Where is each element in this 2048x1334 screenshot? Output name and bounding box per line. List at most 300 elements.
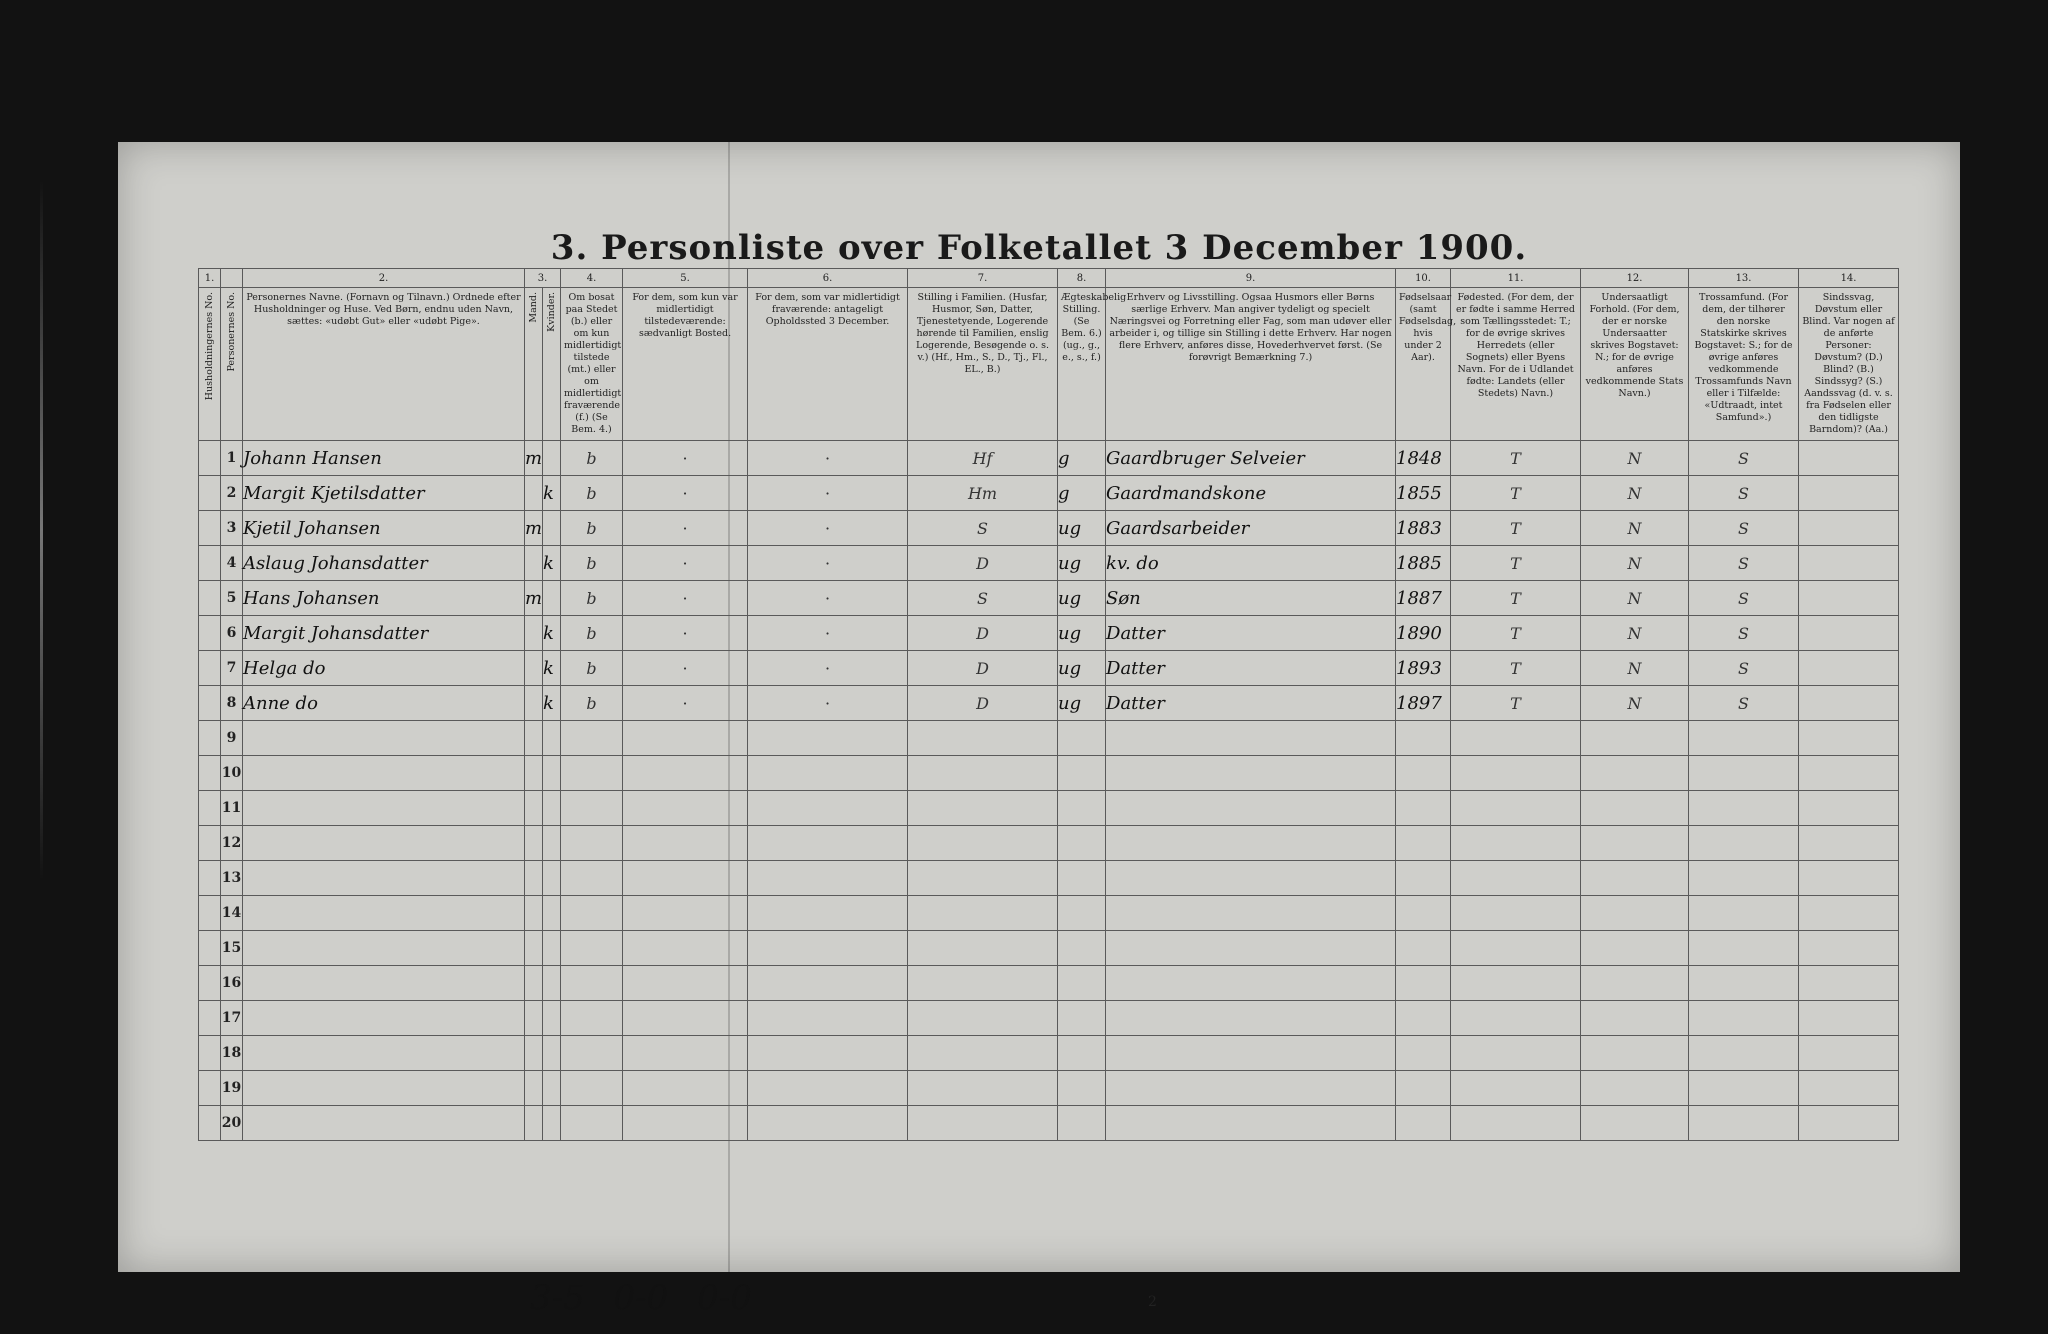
cell-aegteskab: ug xyxy=(1058,651,1106,686)
cell-tilstede: · xyxy=(623,476,748,511)
cell-aar: 1897 xyxy=(1396,686,1451,721)
cell-no: 14 xyxy=(221,896,243,931)
cell-tro: S xyxy=(1689,546,1799,581)
cell-stilling xyxy=(908,1106,1058,1141)
cell-tro xyxy=(1689,1036,1799,1071)
colnum: 8. xyxy=(1058,269,1106,288)
table-row xyxy=(199,686,1899,721)
cell-male xyxy=(525,826,543,861)
cell-tilstede xyxy=(623,1071,748,1106)
cell-fravaerende: · xyxy=(748,651,908,686)
header-stilling: Stilling i Familien. (Husfar, Husmor, Søn, Datter, Tjenestetyende, Logerende hørende til Familien, enslig Logerende, Besøgende o. s. v.) (Hf., Hm., S., D., Tj., Fl., EL., B.) xyxy=(908,288,1058,441)
cell-fravaerende xyxy=(748,931,908,966)
cell-bosat: b xyxy=(561,651,623,686)
cell-fodested xyxy=(1451,1071,1581,1106)
cell-tro: S xyxy=(1689,441,1799,476)
cell-aar xyxy=(1396,1036,1451,1071)
cell-stilling xyxy=(908,826,1058,861)
cell-aegteskab: ug xyxy=(1058,511,1106,546)
cell-fodested xyxy=(1451,791,1581,826)
cell-aar xyxy=(1396,721,1451,756)
cell-no: 15 xyxy=(221,931,243,966)
cell-name xyxy=(243,1036,525,1071)
cell-fodested xyxy=(1451,931,1581,966)
colnum: 4. xyxy=(561,269,623,288)
cell-hh xyxy=(199,861,221,896)
cell-aar xyxy=(1396,1071,1451,1106)
cell-bosat xyxy=(561,791,623,826)
cell-hh xyxy=(199,581,221,616)
cell-erhverv xyxy=(1106,791,1396,826)
cell-aegteskab xyxy=(1058,826,1106,861)
cell-fodested xyxy=(1451,1036,1581,1071)
cell-tilstede xyxy=(623,896,748,931)
cell-fravaerende xyxy=(748,826,908,861)
colnum xyxy=(221,269,243,288)
cell-female xyxy=(543,931,561,966)
cell-male xyxy=(525,651,543,686)
cell-stilling: Hf xyxy=(908,441,1058,476)
cell-fravaerende xyxy=(748,1106,908,1141)
cell-fodested: T xyxy=(1451,441,1581,476)
cell-name: Kjetil Johansen xyxy=(243,511,525,546)
cell-female xyxy=(543,1036,561,1071)
cell-no: 11 xyxy=(221,791,243,826)
cell-tro xyxy=(1689,1106,1799,1141)
cell-undersaat: N xyxy=(1581,546,1689,581)
header-fodested: Fødested. (For dem, der er fødte i samme Herred som Tællingsstedet: T.; for de øvrige skrives Herredets (eller Sognets) eller Byens Navn. For de i Udlandet fødte: Landets (eller Stedets) Navn.) xyxy=(1451,288,1581,441)
cell-bosat xyxy=(561,756,623,791)
header-fodselsaar: Fødselsaar (samt Fødselsdag, hvis under 2 Aar). xyxy=(1396,288,1451,441)
cell-erhverv xyxy=(1106,1106,1396,1141)
cell-fodested: T xyxy=(1451,686,1581,721)
table-row xyxy=(199,651,1899,686)
cell-erhverv: Datter xyxy=(1106,616,1396,651)
cell-bosat xyxy=(561,1036,623,1071)
cell-no: 8 xyxy=(221,686,243,721)
cell-tilstede: · xyxy=(623,581,748,616)
header-aegteskab: Ægteskabelig Stilling. (Se Bem. 6.) (ug., g., e., s., f.) xyxy=(1058,288,1106,441)
cell-fravaerende xyxy=(748,1001,908,1036)
cell-tilstede xyxy=(623,791,748,826)
cell-name xyxy=(243,1106,525,1141)
cell-male xyxy=(525,546,543,581)
table-row xyxy=(199,1001,1899,1036)
colnum: 3. xyxy=(525,269,561,288)
cell-male xyxy=(525,966,543,1001)
cell-fodested: T xyxy=(1451,476,1581,511)
cell-no: 20 xyxy=(221,1106,243,1141)
cell-stilling: D xyxy=(908,546,1058,581)
cell-sinds xyxy=(1799,966,1899,1001)
cell-undersaat xyxy=(1581,756,1689,791)
cell-female xyxy=(543,826,561,861)
header-fravaerende: For dem, som var midlertidigt fraværende: antageligt Opholdssted 3 December. xyxy=(748,288,908,441)
cell-sinds xyxy=(1799,756,1899,791)
cell-fravaerende xyxy=(748,966,908,1001)
cell-undersaat xyxy=(1581,931,1689,966)
header-person-no: Personernes No. xyxy=(221,288,243,441)
cell-sinds xyxy=(1799,441,1899,476)
cell-stilling xyxy=(908,721,1058,756)
cell-hh xyxy=(199,966,221,1001)
cell-undersaat: N xyxy=(1581,581,1689,616)
cell-tilstede: · xyxy=(623,616,748,651)
cell-aegteskab: g xyxy=(1058,476,1106,511)
cell-fodested xyxy=(1451,861,1581,896)
cell-stilling: S xyxy=(908,511,1058,546)
cell-fodested: T xyxy=(1451,581,1581,616)
cell-no: 9 xyxy=(221,721,243,756)
table-row xyxy=(199,826,1899,861)
cell-name: Johann Hansen xyxy=(243,441,525,476)
cell-erhverv xyxy=(1106,931,1396,966)
cell-male xyxy=(525,791,543,826)
cell-erhverv: Gaardsarbeider xyxy=(1106,511,1396,546)
cell-undersaat xyxy=(1581,896,1689,931)
table-row xyxy=(199,441,1899,476)
cell-hh xyxy=(199,1001,221,1036)
cell-undersaat: N xyxy=(1581,476,1689,511)
cell-aegteskab xyxy=(1058,861,1106,896)
cell-fodested: T xyxy=(1451,651,1581,686)
cell-tilstede xyxy=(623,931,748,966)
cell-stilling xyxy=(908,861,1058,896)
cell-aegteskab: ug xyxy=(1058,546,1106,581)
cell-tilstede xyxy=(623,966,748,1001)
cell-bosat: b xyxy=(561,476,623,511)
cell-tro: S xyxy=(1689,686,1799,721)
cell-stilling: D xyxy=(908,651,1058,686)
cell-tilstede xyxy=(623,721,748,756)
cell-fodested: T xyxy=(1451,616,1581,651)
header-bosat: Om bosat paa Stedet (b.) eller om kun midlertidigt tilstede (mt.) eller om midlertidigt fraværende (f.) (Se Bem. 4.) xyxy=(561,288,623,441)
cell-male xyxy=(525,616,543,651)
cell-bosat xyxy=(561,1106,623,1141)
table-row xyxy=(199,1036,1899,1071)
cell-no: 19 xyxy=(221,1071,243,1106)
cell-sinds xyxy=(1799,651,1899,686)
cell-no: 4 xyxy=(221,546,243,581)
cell-tro xyxy=(1689,966,1799,1001)
cell-female xyxy=(543,1001,561,1036)
cell-undersaat xyxy=(1581,966,1689,1001)
cell-bosat: b xyxy=(561,581,623,616)
cell-sinds xyxy=(1799,931,1899,966)
cell-name xyxy=(243,896,525,931)
header-sindssvag: Sindssvag, Døvstum eller Blind. Var nogen af de anførte Personer: Døvstum? (D.) Blind? (B.) Sindssyg? (S.) Aandssvag (d. v. s. fra Fødselen eller den tidligste Barndom)? (Aa.) xyxy=(1799,288,1899,441)
header-kvinder: Kvinder. xyxy=(543,288,561,441)
header-navn: Personernes Navne. (Fornavn og Tilnavn.) Ordnede efter Husholdninger og Huse. Ved Børn, endnu uden Navn, sættes: «udøbt Gut» eller «udøbt Pige». xyxy=(243,288,525,441)
cell-stilling: S xyxy=(908,581,1058,616)
cell-stilling xyxy=(908,1071,1058,1106)
cell-female: k xyxy=(543,616,561,651)
cell-sinds xyxy=(1799,1001,1899,1036)
header-undersaatligt: Undersaatligt Forhold. (For dem, der er norske Undersaatter skrives Bogstavet: N.; for de øvrige anføres vedkommende Stats Navn.) xyxy=(1581,288,1689,441)
cell-aar xyxy=(1396,756,1451,791)
cell-hh xyxy=(199,651,221,686)
cell-hh xyxy=(199,511,221,546)
cell-aar: 1893 xyxy=(1396,651,1451,686)
colnum: 14. xyxy=(1799,269,1899,288)
cell-no: 7 xyxy=(221,651,243,686)
cell-stilling xyxy=(908,931,1058,966)
cell-hh xyxy=(199,756,221,791)
cell-hh xyxy=(199,441,221,476)
cell-bosat xyxy=(561,826,623,861)
cell-sinds xyxy=(1799,721,1899,756)
cell-bosat xyxy=(561,1071,623,1106)
cell-name xyxy=(243,1071,525,1106)
cell-undersaat xyxy=(1581,721,1689,756)
cell-fodested xyxy=(1451,966,1581,1001)
cell-tro xyxy=(1689,931,1799,966)
cell-name: Aslaug Johansdatter xyxy=(243,546,525,581)
cell-fravaerende xyxy=(748,721,908,756)
cell-male xyxy=(525,861,543,896)
cell-male xyxy=(525,1036,543,1071)
cell-tilstede: · xyxy=(623,651,748,686)
cell-tilstede: · xyxy=(623,546,748,581)
cell-bosat: b xyxy=(561,441,623,476)
colnum: 7. xyxy=(908,269,1058,288)
cell-name: Helga do xyxy=(243,651,525,686)
cell-hh xyxy=(199,546,221,581)
cell-no: 17 xyxy=(221,1001,243,1036)
cell-erhverv: Gaardmandskone xyxy=(1106,476,1396,511)
cell-tro xyxy=(1689,1001,1799,1036)
cell-fravaerende: · xyxy=(748,511,908,546)
cell-fodested xyxy=(1451,756,1581,791)
cell-tilstede: · xyxy=(623,686,748,721)
table-row xyxy=(199,721,1899,756)
cell-name xyxy=(243,861,525,896)
cell-bosat: b xyxy=(561,616,623,651)
cell-bosat: b xyxy=(561,686,623,721)
cell-hh xyxy=(199,791,221,826)
cell-erhverv xyxy=(1106,1036,1396,1071)
cell-aar: 1887 xyxy=(1396,581,1451,616)
cell-male xyxy=(525,476,543,511)
cell-fodested: T xyxy=(1451,546,1581,581)
cell-female: k xyxy=(543,651,561,686)
cell-name xyxy=(243,931,525,966)
cell-sinds xyxy=(1799,1036,1899,1071)
cell-undersaat: N xyxy=(1581,686,1689,721)
cell-undersaat: N xyxy=(1581,651,1689,686)
cell-sinds xyxy=(1799,616,1899,651)
cell-hh xyxy=(199,476,221,511)
cell-name: Anne do xyxy=(243,686,525,721)
cell-bosat: b xyxy=(561,546,623,581)
table-row xyxy=(199,861,1899,896)
cell-male xyxy=(525,1106,543,1141)
cell-female xyxy=(543,791,561,826)
colnum: 9. xyxy=(1106,269,1396,288)
cell-male: m xyxy=(525,441,543,476)
census-rows xyxy=(199,441,1899,1141)
cell-tro: S xyxy=(1689,476,1799,511)
cell-aegteskab xyxy=(1058,966,1106,1001)
cell-tro xyxy=(1689,756,1799,791)
cell-tro xyxy=(1689,896,1799,931)
cell-sinds xyxy=(1799,826,1899,861)
cell-aegteskab xyxy=(1058,1071,1106,1106)
table-row xyxy=(199,966,1899,1001)
cell-hh xyxy=(199,1106,221,1141)
cell-no: 12 xyxy=(221,826,243,861)
cell-male xyxy=(525,1071,543,1106)
cell-aegteskab xyxy=(1058,756,1106,791)
cell-erhverv xyxy=(1106,896,1396,931)
cell-fravaerende xyxy=(748,791,908,826)
colnum: 12. xyxy=(1581,269,1689,288)
cell-aar: 1855 xyxy=(1396,476,1451,511)
table-row xyxy=(199,581,1899,616)
cell-aar xyxy=(1396,826,1451,861)
cell-undersaat xyxy=(1581,1001,1689,1036)
cell-undersaat xyxy=(1581,1106,1689,1141)
cell-stilling xyxy=(908,756,1058,791)
cell-undersaat: N xyxy=(1581,511,1689,546)
cell-sinds xyxy=(1799,546,1899,581)
cell-female xyxy=(543,861,561,896)
cell-name: Hans Johansen xyxy=(243,581,525,616)
table-row xyxy=(199,931,1899,966)
cell-tilstede xyxy=(623,1036,748,1071)
cell-tilstede xyxy=(623,1106,748,1141)
cell-sinds xyxy=(1799,581,1899,616)
cell-fravaerende xyxy=(748,1036,908,1071)
cell-aar: 1848 xyxy=(1396,441,1451,476)
cell-hh xyxy=(199,1071,221,1106)
table-row xyxy=(199,791,1899,826)
cell-sinds xyxy=(1799,1106,1899,1141)
cell-aegteskab xyxy=(1058,721,1106,756)
cell-erhverv xyxy=(1106,861,1396,896)
cell-name xyxy=(243,721,525,756)
cell-bosat xyxy=(561,966,623,1001)
cell-tilstede: · xyxy=(623,441,748,476)
cell-sinds xyxy=(1799,791,1899,826)
cell-female xyxy=(543,1106,561,1141)
cell-tro: S xyxy=(1689,511,1799,546)
cell-tilstede: · xyxy=(623,511,748,546)
header-tilstede: For dem, som kun var midlertidigt tilstedeværende: sædvanligt Bosted. xyxy=(623,288,748,441)
cell-female: k xyxy=(543,476,561,511)
cell-name xyxy=(243,791,525,826)
cell-sinds xyxy=(1799,1071,1899,1106)
cell-hh xyxy=(199,931,221,966)
cell-tro xyxy=(1689,1071,1799,1106)
column-number-row xyxy=(199,269,1899,288)
colnum: 10. xyxy=(1396,269,1451,288)
cell-female xyxy=(543,721,561,756)
cell-aar xyxy=(1396,791,1451,826)
cell-stilling: D xyxy=(908,686,1058,721)
colnum: 5. xyxy=(623,269,748,288)
cell-male xyxy=(525,896,543,931)
cell-female xyxy=(543,581,561,616)
footer-totals: 3-5 0-0 0-0 xyxy=(530,1278,752,1318)
cell-female xyxy=(543,441,561,476)
cell-male xyxy=(525,721,543,756)
cell-name: Margit Kjetilsdatter xyxy=(243,476,525,511)
cell-female xyxy=(543,966,561,1001)
cell-bosat xyxy=(561,931,623,966)
cell-aar: 1885 xyxy=(1396,546,1451,581)
table-row xyxy=(199,616,1899,651)
cell-undersaat xyxy=(1581,861,1689,896)
cell-male xyxy=(525,931,543,966)
cell-fravaerende xyxy=(748,896,908,931)
table-row xyxy=(199,546,1899,581)
cell-name: Margit Johansdatter xyxy=(243,616,525,651)
cell-stilling xyxy=(908,966,1058,1001)
cell-undersaat: N xyxy=(1581,441,1689,476)
cell-undersaat xyxy=(1581,1071,1689,1106)
cell-undersaat xyxy=(1581,826,1689,861)
cell-fodested xyxy=(1451,1106,1581,1141)
cell-fravaerende xyxy=(748,861,908,896)
cell-no: 13 xyxy=(221,861,243,896)
cell-fravaerende: · xyxy=(748,686,908,721)
cell-aegteskab xyxy=(1058,1001,1106,1036)
cell-tilstede xyxy=(623,756,748,791)
table-row xyxy=(199,1071,1899,1106)
cell-fravaerende xyxy=(748,756,908,791)
cell-tro: S xyxy=(1689,581,1799,616)
cell-fravaerende: · xyxy=(748,546,908,581)
cell-aar xyxy=(1396,896,1451,931)
cell-name xyxy=(243,826,525,861)
table-row xyxy=(199,511,1899,546)
cell-fodested xyxy=(1451,1001,1581,1036)
cell-no: 18 xyxy=(221,1036,243,1071)
cell-stilling xyxy=(908,1036,1058,1071)
colnum: 6. xyxy=(748,269,908,288)
cell-hh xyxy=(199,1036,221,1071)
colnum: 1. xyxy=(199,269,221,288)
cell-female xyxy=(543,896,561,931)
cell-bosat xyxy=(561,896,623,931)
cell-hh xyxy=(199,721,221,756)
cell-bosat xyxy=(561,1001,623,1036)
cell-sinds xyxy=(1799,686,1899,721)
cell-no: 2 xyxy=(221,476,243,511)
page-title: 3. Personliste over Folketallet 3 December 1900. xyxy=(550,228,1528,268)
cell-erhverv xyxy=(1106,1071,1396,1106)
census-table xyxy=(198,268,1899,1141)
cell-erhverv: Datter xyxy=(1106,651,1396,686)
cell-hh xyxy=(199,826,221,861)
cell-stilling: D xyxy=(908,616,1058,651)
cell-female: k xyxy=(543,686,561,721)
cell-erhverv xyxy=(1106,826,1396,861)
cell-aegteskab xyxy=(1058,931,1106,966)
table-row xyxy=(199,1106,1899,1141)
header-husholdning: Husholdningernes No. xyxy=(199,288,221,441)
cell-aar xyxy=(1396,1001,1451,1036)
cell-tro: S xyxy=(1689,616,1799,651)
cell-bosat xyxy=(561,721,623,756)
header-erhverv: Erhverv og Livsstilling. Ogsaa Husmors eller Børns særlige Erhverv. Man angiver tydeligt og specielt Næringsvei og Forretning eller Fag, som man udøver eller arbeider i, og tillige sin Stilling i dette Erhverv. Har nogen flere Erhverv, anføres disse, Hovederhvervet først. (Se forøvrigt Bemærkning 7.) xyxy=(1106,288,1396,441)
cell-male xyxy=(525,756,543,791)
cell-name xyxy=(243,966,525,1001)
cell-sinds xyxy=(1799,476,1899,511)
cell-tilstede xyxy=(623,861,748,896)
cell-tro xyxy=(1689,861,1799,896)
